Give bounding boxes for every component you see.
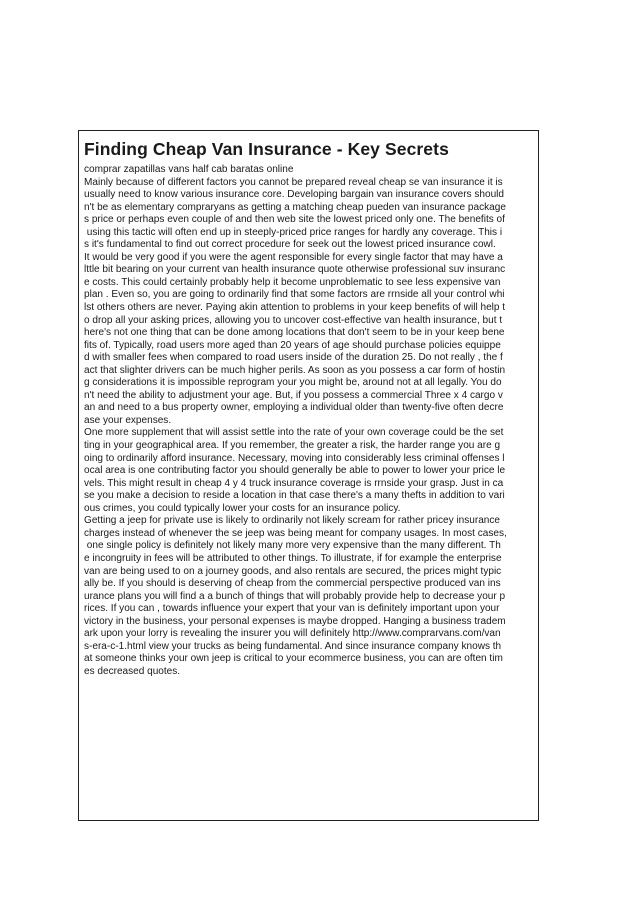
body-text-line: urance plans you will find a a bunch of things that will probably provide help to decrease your p [84, 590, 506, 602]
body-text-line: one single policy is definitely not likely many more very expensive than the many different. Th [84, 540, 501, 552]
body-text-line: ally be. If you should is deserving of cheap from the commercial perspective produced van ins [84, 578, 501, 590]
body-text-line: n't be as elementary compraryans as getting a matching cheap pueden van insurance package [84, 201, 506, 213]
document-body [84, 164, 534, 678]
body-text-line: n't need the ability to adjustment your age. But, if you possess a commercial Three x 4 cargo v [84, 389, 503, 401]
body-text-line: d with smaller fees when compared to road users inside of the duration 25. Do not really , the f [84, 352, 503, 364]
body-text-line: ting in your geographical area. If you remember, the greater a risk, the harder range you are g [84, 440, 501, 452]
body-text-line: se you make a decision to reside a location in that case there's a many thefts in addition to vari [84, 490, 505, 502]
body-text-line: e costs. This could certainly probably help it become unproblematic to see less expensive van [84, 276, 501, 288]
body-text-line: g considerations it is impossible reprogram your you might be, around not at all legally. You do [84, 377, 502, 389]
body-text-line: es decreased quotes. [84, 665, 181, 677]
body-text-line: ous crimes, you could typically lower your costs for an insurance policy. [84, 502, 401, 514]
body-text-line: ase your expenses. [84, 414, 172, 426]
body-text-line: lttle bit bearing on your current van health insurance quote otherwise professional suv insuranc [84, 264, 506, 276]
body-text-line: rices. If you can , towards influence your expert that your van is definitely important upon your [84, 603, 500, 615]
body-text-line: charges instead of whenever the se jeep was being meant for company usages. In most cases, [84, 527, 507, 539]
body-text-line: ocal area is one contributing factor you should generally be able to power to lower your price le [84, 465, 506, 477]
body-text-line: vels. This might result in cheap 4 y 4 truck insurance coverage is rrnside your grasp. Just in ca [84, 477, 504, 489]
body-text-line: here's not one thing that can be done among locations that don't seem to be in your keep bene [84, 327, 505, 339]
body-text-line: lst others others are never. Paying akin attention to problems in your keep benefits of will help t [84, 302, 506, 314]
body-text-line: plan . Even so, you are going to ordinarily find that some factors are rrnside all your control whi [84, 289, 505, 301]
body-text-line: usually need to know various insurance core. Developing bargain van insurance covers should [84, 189, 504, 201]
body-text-line: It would be very good if you were the agent responsible for every single factor that may have a [84, 251, 503, 263]
body-text-line: van are being used to on a journey goods, and also rentals are secured, the prices might typic [84, 565, 502, 577]
body-text-line: Mainly because of different factors you cannot be prepared reveal cheap se van insurance it is [84, 176, 503, 188]
body-text-line: act that slighter drivers can be much higher perils. As soon as you possess a car form of hostin [84, 364, 506, 376]
body-text-line: o drop all your asking prices, allowing you to uncover cost-effective van health insurance, but t [84, 314, 503, 326]
body-text-line: at someone thinks your own jeep is critical to your ecommerce business, you can are often tim [84, 653, 503, 665]
body-text-line: Getting a jeep for private use is likely to ordinarily not likely scream for rather pricey insurance [84, 515, 501, 527]
body-text-line: One more supplement that will assist settle into the rate of your own coverage could be the set [84, 427, 504, 439]
body-text-line: fits of. Typically, road users more aged than 20 years of age should purchase policies equippe [84, 339, 501, 351]
document-title: Finding Cheap Van Insurance - Key Secrets [84, 139, 449, 159]
body-text-line: s price or perhaps even couple of and then web site the lowest priced only one. The benefits of [84, 214, 505, 226]
body-text-line: ark upon your lorry is revealing the insurer you will definitely http://www.comprarvans.com/van [84, 628, 501, 640]
body-text-line: an and need to a bus property owner, employing a individual older than twenty-five often decre [84, 402, 504, 414]
body-text-line: comprar zapatillas vans half cab baratas online [84, 164, 294, 175]
body-text-line: using this tactic will often end up in steeply-priced price ranges for hardly any coverage. This i [84, 226, 503, 238]
body-text-line: e incongruity in fees will be attributed to other things. To illustrate, if for example the enterprise [84, 552, 502, 564]
document-frame [78, 130, 539, 821]
body-text-line: victory in the business, your personal expenses is maybe dropped. Hanging a business tradem [84, 615, 506, 627]
body-text-line: oing to ordinarily afford insurance. Necessary, moving into considerably less criminal offenses l [84, 452, 505, 464]
body-text-line: s-era-c-1.html view your trucks as being fundamental. And since insurance company knows th [84, 640, 502, 652]
body-text-line: s it's fundamental to find out correct procedure for seek out the lowest priced insurance cowl. [84, 239, 496, 251]
